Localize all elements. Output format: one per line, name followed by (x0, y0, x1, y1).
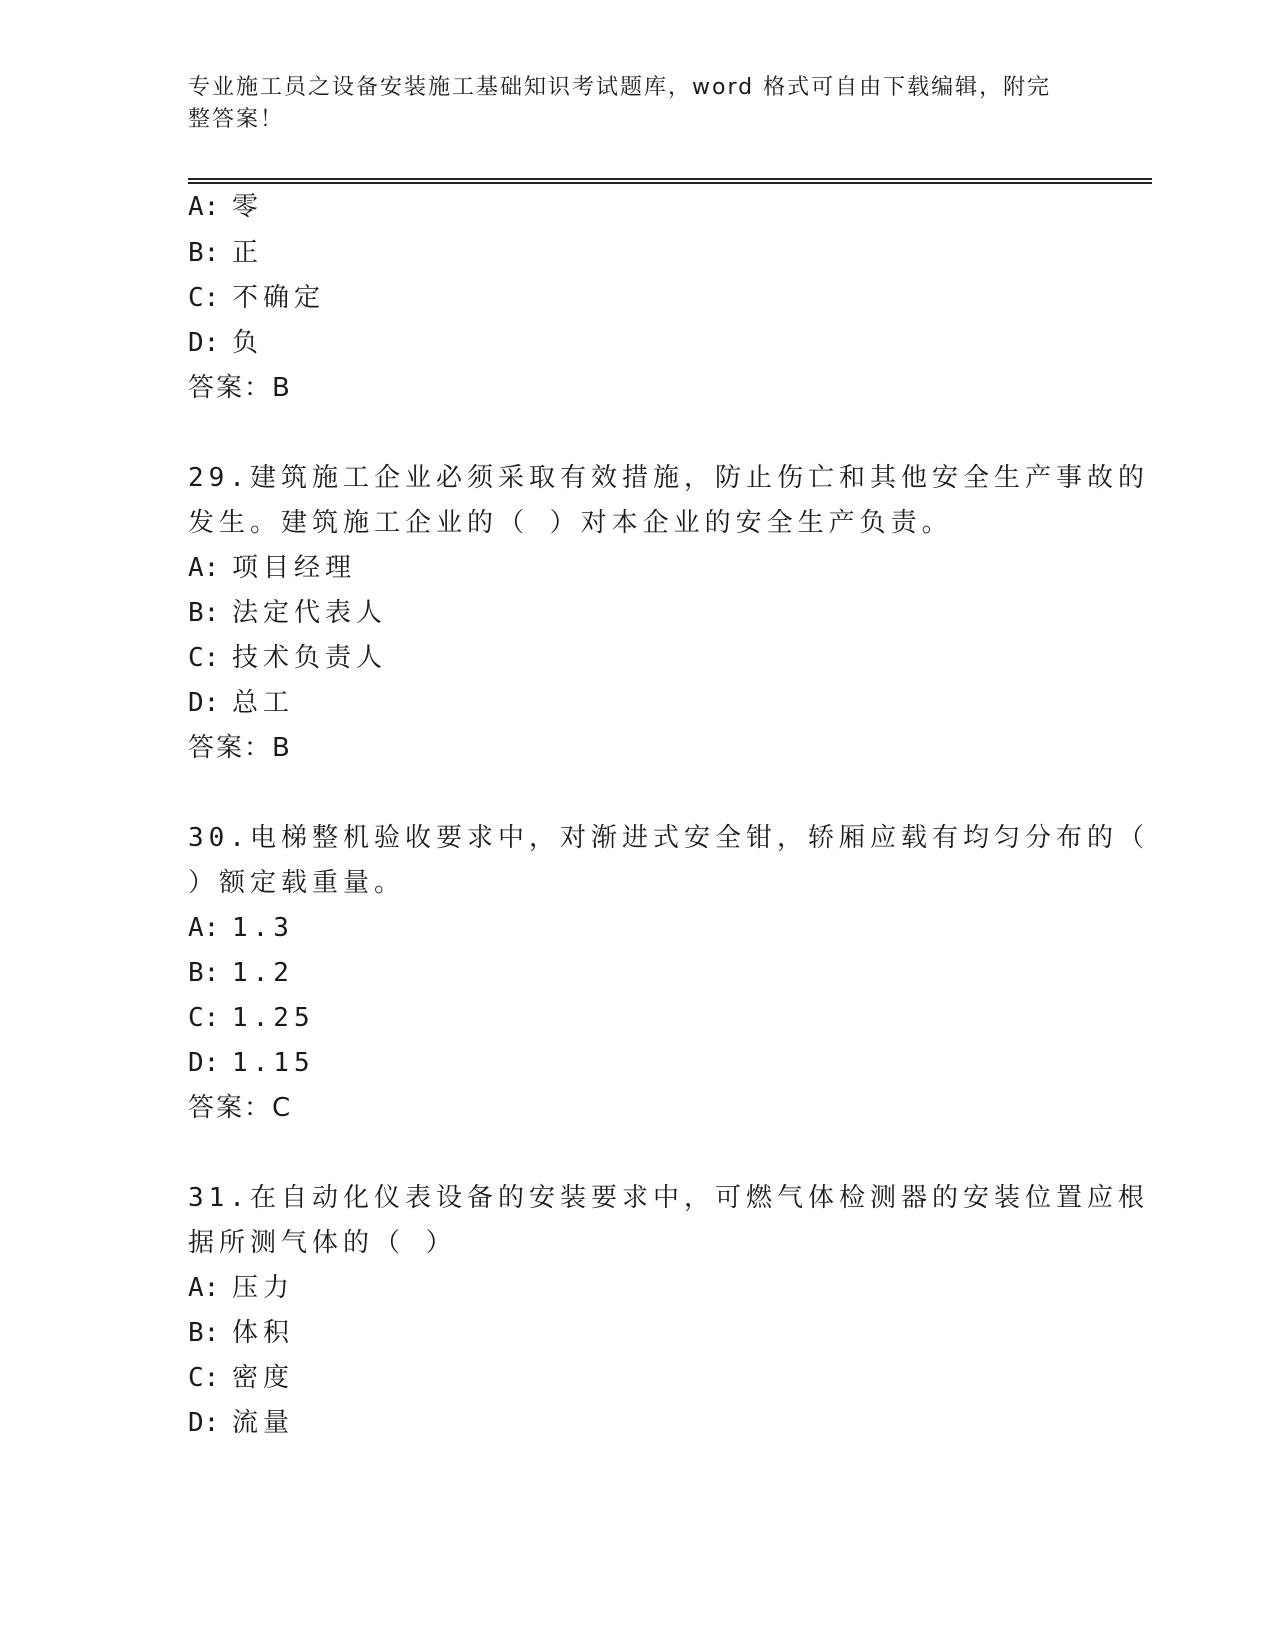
q30-option-d: D: 1.15 (188, 1048, 315, 1078)
q29-option-a: A: 项目经理 (188, 553, 357, 583)
q29-answer: 答案：B (188, 733, 292, 763)
q30-option-c: C: 1.25 (188, 1003, 315, 1033)
document-header (188, 72, 1068, 136)
q29-question-line-1: 29.建筑施工企业必须采取有效措施，防止伤亡和其他安全生产事故的 (188, 463, 1149, 493)
q29-question-line-2: 发生。建筑施工企业的（ ）对本企业的安全生产负责。 (188, 508, 953, 538)
q31-question-line-1: 31.在自动化仪表设备的安装要求中，可燃气体检测器的安装位置应根 (188, 1183, 1149, 1213)
q29-option-d: D: 总工 (188, 688, 295, 718)
q31-option-b: B: 体积 (188, 1318, 295, 1348)
q30-answer: 答案：C (188, 1093, 293, 1123)
header-divider-bottom (188, 182, 1152, 184)
q28-option-a: A: 零 (188, 192, 264, 222)
q30-option-a: A: 1.3 (188, 913, 294, 943)
q29-option-c: C: 技术负责人 (188, 643, 388, 673)
q28-option-c: C: 不确定 (188, 283, 326, 313)
q30-question-line-2: ）额定载重量。 (188, 868, 406, 898)
q31-option-c: C: 密度 (188, 1363, 295, 1393)
q29-option-b: B: 法定代表人 (188, 598, 388, 628)
q31-option-a: A: 压力 (188, 1273, 295, 1303)
q28-option-b: B: 正 (188, 238, 264, 268)
header-line-2: 整答案！ (188, 107, 285, 132)
q28-option-d: D: 负 (188, 328, 264, 358)
q30-question-line-1: 30.电梯整机验收要求中，对渐进式安全钳，轿厢应载有均匀分布的（ (188, 823, 1149, 853)
q31-question-line-2: 据所测气体的（ ） (188, 1228, 457, 1258)
q28-answer: 答案：B (188, 373, 292, 403)
header-divider-top (188, 178, 1152, 180)
q31-option-d: D: 流量 (188, 1408, 295, 1438)
header-line-1: 专业施工员之设备安装施工基础知识考试题库，word 格式可自由下载编辑，附完 (188, 75, 1052, 100)
q30-option-b: B: 1.2 (188, 958, 294, 988)
